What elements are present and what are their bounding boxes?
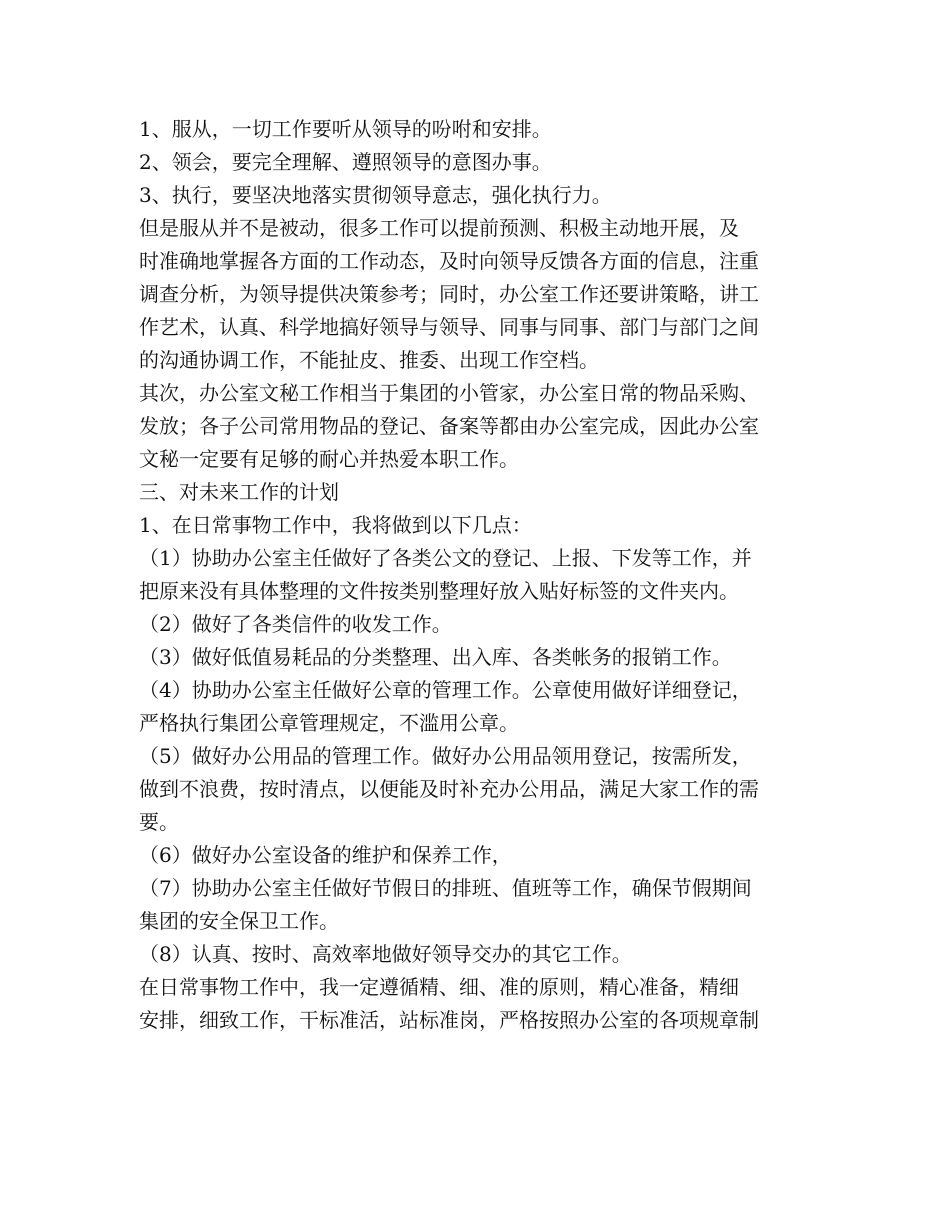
text-line: 发放；各子公司常用物品的登记、备案等都由办公室完成，因此办公室: [139, 414, 759, 438]
text-line: 集团的安全保卫工作。: [139, 909, 339, 933]
list-item: （1）协助办公室主任做好了各类公文的登记、上报、下发等工作，并: [139, 546, 752, 570]
text-line: 3、执行，要坚决地落实贯彻领导意志，强化执行力。: [139, 183, 612, 207]
list-item: （6）做好办公室设备的维护和保养工作，: [139, 843, 512, 867]
text-line: 其次，办公室文秘工作相当于集团的小管家，办公室日常的物品采购、: [139, 381, 759, 405]
text-line: 文秘一定要有足够的耐心并热爱本职工作。: [139, 447, 519, 471]
list-item: （4）协助办公室主任做好公章的管理工作。公章使用做好详细登记，: [139, 678, 752, 702]
text-line: 但是服从并不是被动，很多工作可以提前预测、积极主动地开展，及: [139, 216, 739, 240]
text-line: 在日常事物工作中，我一定遵循精、细、准的原则，精心准备，精细: [139, 975, 739, 999]
list-item: （8）认真、按时、高效率地做好领导交办的其它工作。: [139, 942, 632, 966]
list-item: （7）协助办公室主任做好节假日的排班、值班等工作，确保节假期间: [139, 876, 752, 900]
text-line: 作艺术，认真、科学地搞好领导与领导、同事与同事、部门与部门之间: [139, 315, 759, 339]
text-line: 严格执行集团公章管理规定，不滥用公章。: [139, 711, 519, 735]
text-line: 要。: [139, 810, 179, 834]
document-body: [139, 113, 829, 1037]
text-line: 1、在日常事物工作中，我将做到以下几点：: [139, 513, 532, 537]
text-line: 时准确地掌握各方面的工作动态，及时向领导反馈各方面的信息，注重: [139, 249, 759, 273]
list-item: （5）做好办公用品的管理工作。做好办公用品领用登记，按需所发，: [139, 744, 752, 768]
text-line: 把原来没有具体整理的文件按类别整理好放入贴好标签的文件夹内。: [139, 579, 739, 603]
text-line: 1、服从，一切工作要听从领导的吩咐和安排。: [139, 117, 552, 141]
text-line: 2、领会，要完全理解、遵照领导的意图办事。: [139, 150, 552, 174]
text-line: 安排，细致工作，干标准活，站标准岗，严格按照办公室的各项规章制: [139, 1008, 759, 1032]
text-line: 调查分析，为领导提供决策参考；同时，办公室工作还要讲策略，讲工: [139, 282, 759, 306]
text-line: 做到不浪费，按时清点，以便能及时补充办公用品，满足大家工作的需: [139, 777, 759, 801]
list-item: （3）做好低值易耗品的分类整理、出入库、各类帐务的报销工作。: [139, 645, 732, 669]
list-item: （2）做好了各类信件的收发工作。: [139, 612, 452, 636]
section-heading: 三、对未来工作的计划: [139, 480, 339, 504]
text-line: 的沟通协调工作，不能扯皮、推委、出现工作空档。: [139, 348, 599, 372]
